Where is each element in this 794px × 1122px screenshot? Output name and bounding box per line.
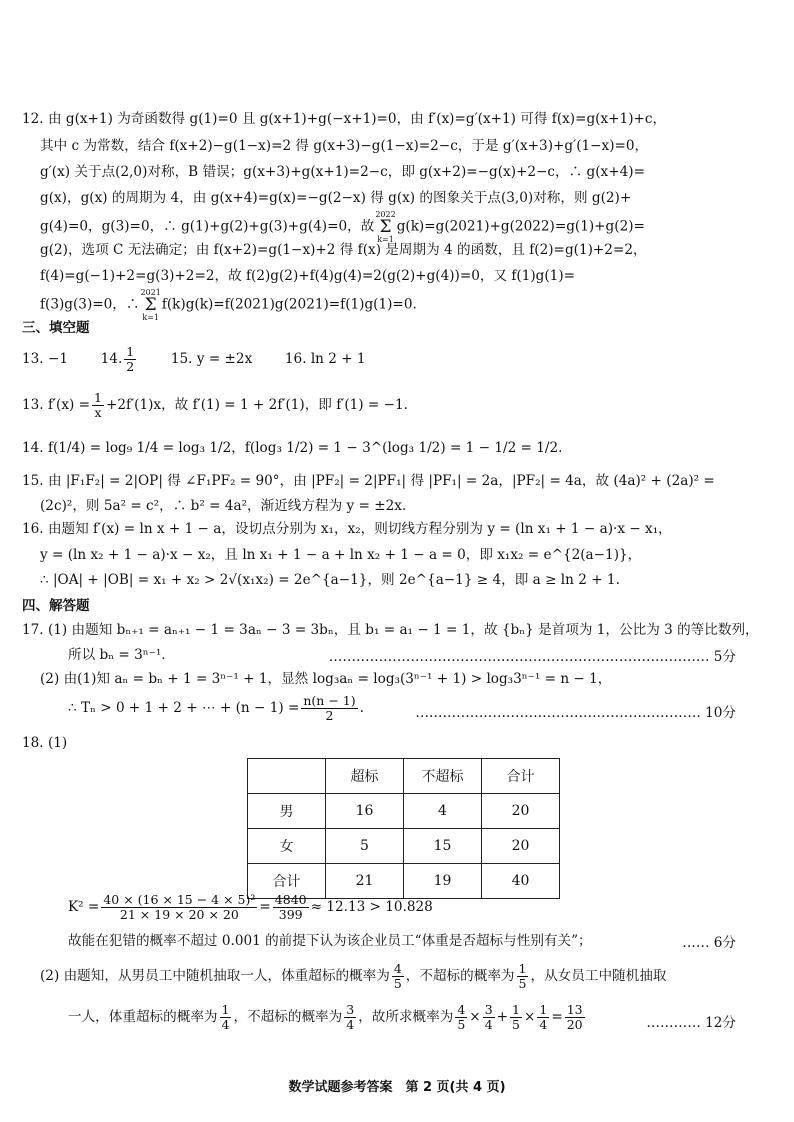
q12-line-5 — [40, 210, 754, 244]
fraction-4-5: $\frac{4}{5}$ — [393, 961, 402, 991]
solution-16-line-2: y = (ln x₂ + 1 − a)·x − x₂，且 ln x₁ + 1 − a + ln x₂ + 1 − a = 0，即 x₁x₂ = e^{2(a−1)}， — [40, 547, 642, 563]
solution-17-line-3: (2) 由(1)知 aₙ = bₙ + 1 = 3ⁿ⁻¹ + 1，显然 log₃aₙ = log₃(3ⁿ⁻¹ + 1) > log₃3ⁿ⁻¹ = n − 1， — [40, 671, 612, 687]
table-cell: 15 — [404, 829, 482, 864]
q12-line-2: 其中 c 为常数，结合 f(x+2)−g(1−x)=2 得 g(x+3)−g(1−x)=2−c，于是 g′(x+3)+g′(1−x)=0， — [40, 138, 649, 154]
table-cell: 合计 — [248, 864, 326, 899]
k2-equals: = — [259, 899, 271, 915]
table-cell — [248, 759, 326, 794]
k2-fraction-2: $\frac{4840}{399}$ — [274, 892, 307, 922]
solution-18-part2-line-2 — [68, 1003, 694, 1032]
solution-13-fraction: $\frac{1}{x}$ — [94, 390, 102, 420]
answer-15: 15. y = ±2x — [170, 351, 253, 367]
table-cell: 5 — [326, 829, 404, 864]
table-row — [248, 794, 560, 829]
table-cell: 合计 — [482, 759, 560, 794]
table-cell: 不超标 — [404, 759, 482, 794]
fraction-3-4-b: $\frac{3}{4}$ — [484, 1002, 493, 1032]
p2-text-1c: ，从女员工中随机抽取 — [530, 968, 667, 984]
solution-17-line-1: 17. (1) 由题知 bₙ₊₁ = aₙ₊₁ − 1 = 3aₙ − 3 = 3bₙ，且 b₁ = a₁ − 1 = 1，故 {bₙ} 是首项为 1，公比为 3 的等比数列， — [22, 622, 759, 638]
solution-13-text-b: +2f′(1)x，故 f′(1) = 1 + 2f′(1)，即 f′(1) = −1. — [106, 397, 408, 413]
equals-sign: = — [551, 1009, 563, 1025]
p2-text-2b: ，不超标的概率为 — [233, 1009, 343, 1025]
table-cell: 40 — [482, 864, 560, 899]
q12-line-7: f(4)=g(−1)+2=g(3)+2=2，故 f(2)g(2)+f(4)g(4)=2(g(2)+g(4))=0，又 f(1)g(1)= — [40, 268, 576, 284]
answer-14-label: 14. — [100, 351, 123, 367]
summation-symbol-1: 2022 Σ k=1 — [375, 210, 396, 244]
score-18-2: ………… 12分 — [646, 1015, 736, 1031]
table-cell: 16 — [326, 794, 404, 829]
k2-fraction-1: $\frac{\text{40 × (16 × 15 − 4 × 5)²}}{21 \times 19 \times 20 \times 20}$ — [103, 892, 256, 922]
solution-14: 14. f(1/4) = log₉ 1/4 = log₃ 1/2，f(log₃ 1/2) = 1 − 3^(log₃ 1/2) = 1 − 1/2 = 1/2. — [22, 440, 563, 456]
q12-line-1 — [22, 109, 754, 129]
solution-17-line-2: 所以 bₙ = 3ⁿ⁻¹. — [68, 647, 166, 663]
table-cell: 21 — [326, 864, 404, 899]
times-sign: × — [469, 1009, 481, 1025]
table-cell: 20 — [482, 794, 560, 829]
contingency-table — [247, 758, 560, 899]
table-cell: 男 — [248, 794, 326, 829]
q12-line-8 — [40, 288, 754, 322]
k2-lhs: K² = — [68, 899, 100, 915]
table-cell: 女 — [248, 829, 326, 864]
q12-text-5a: g(4)=0，g(3)=0，∴ g(1)+g(2)+g(3)+g(4)=0，故 — [40, 218, 375, 235]
fraction-1-4: $\frac{1}{4}$ — [221, 1002, 230, 1032]
q12-text-1: 由 g(x+1) 为奇函数得 g(1)=0 且 g(x+1)+g(−x+1)=0，由 f′(x)=g′(x+1) 可得 f(x)=g(x+1)+c， — [47, 111, 667, 127]
k2-result: ≈ 12.13 > 10.828 — [310, 899, 433, 915]
solution-17-line-4 — [68, 694, 464, 723]
q12-number: 12. — [22, 111, 44, 127]
score-17-1: ………………………………………………………………………… 5分 — [328, 649, 736, 665]
solution-17-fraction: $\frac{n(n - 1)}{2}$ — [303, 693, 356, 723]
answer-14-fraction: $\frac{1}{2}$ — [126, 344, 135, 374]
plus-sign: + — [496, 1009, 509, 1025]
answer-13: 13. −1 — [22, 351, 68, 367]
times-sign-2: × — [523, 1009, 536, 1025]
p2-text-1b: ，不超标的概率为 — [405, 968, 515, 984]
table-cell: 20 — [482, 829, 560, 864]
fraction-1-5-b: $\frac{1}{5}$ — [512, 1002, 520, 1032]
q12-text-5b: g(k)=g(2021)+g(2022)=g(1)+g(2)= — [396, 218, 645, 235]
table-cell: 19 — [404, 864, 482, 899]
solution-13 — [22, 391, 754, 420]
score-18-1: …… 6分 — [682, 935, 736, 951]
solution-18-head: 18. (1) — [22, 735, 68, 751]
solution-18-part2-line-1 — [40, 962, 754, 991]
fraction-3-4: $\frac{3}{4}$ — [346, 1002, 355, 1032]
fraction-1-4-b: $\frac{1}{4}$ — [539, 1002, 548, 1032]
solution-16-line-1: 16. 由题知 f′(x) = ln x + 1 − a，设切点分别为 x₁，x₂，则切线方程分别为 y = (ln x₁ + 1 − a)·x − x₁， — [22, 521, 672, 537]
solution-15-line-2: (2c)²，则 5a² = c²，∴ b² = 4a²，渐近线方程为 y = ±2x. — [40, 498, 407, 514]
solution-17-text-4b: . — [359, 700, 364, 716]
q12-line-4: g(x)，g(x) 的周期为 4，由 g(x+4)=g(x)=−g(2−x) 得 g(x) 的图象关于点(3,0)对称，则 g(2)+ — [40, 190, 632, 206]
p2-text-2a: 一人，体重超标的概率为 — [68, 1009, 218, 1025]
solution-17-text-4a: ∴ Tₙ > 0 + 1 + 2 + ⋯ + (n − 1) = — [68, 700, 300, 716]
fraction-13-20: $\frac{13}{20}$ — [566, 1002, 583, 1032]
solution-15-line-1: 15. 由 |F₁F₂| = 2|OP| 得 ∠F₁PF₂ = 90°，由 |PF₂| = 2|PF₁| 得 |PF₁| = 2a，|PF₂| = 4a，故 (4a)² + (2a)² = — [22, 473, 715, 489]
p2-text-1a: (2) 由题知，从男员工中随机抽取一人，体重超标的概率为 — [40, 968, 390, 984]
answer-16: 16. ln 2 + 1 — [284, 351, 366, 367]
table-row — [248, 829, 560, 864]
table-cell: 4 — [404, 794, 482, 829]
q12-line-3: g′(x) 关于点(2,0)对称，B 错误；g(x+3)+g(x+1)=2−c，即 g(x+2)=−g(x)+2−c，∴ g(x+4)= — [40, 164, 645, 180]
solution-16-line-3: ∴ |OA| + |OB| = x₁ + x₂ > 2√(x₁x₂) = 2e^{a−1}，则 2e^{a−1} ≥ 4，即 a ≥ ln 2 + 1. — [40, 572, 620, 588]
p2-text-2c: ，故所求概率为 — [358, 1009, 454, 1025]
k-squared-formula — [68, 893, 754, 922]
section-4-title: 四、解答题 — [22, 598, 90, 614]
table-cell: 超标 — [326, 759, 404, 794]
summation-symbol-2: 2021 Σ k=1 — [140, 288, 161, 322]
q12-line-6: g(2)，选项 C 无法确定；由 f(x+2)=g(1−x)+2 得 f(x) 是周期为 4 的函数，且 f(2)=g(1)+2=2， — [40, 242, 647, 258]
q12-text-8b: f(k)g(k)=f(2021)g(2021)=f(1)g(1)=0. — [161, 296, 417, 313]
solution-13-text-a: 13. f′(x) = — [22, 397, 91, 413]
table-header-row — [248, 759, 560, 794]
fill-answers-line — [22, 345, 754, 374]
page-footer: 数学试题参考答案 第 2 页(共 4 页) — [288, 1080, 506, 1095]
fraction-1-5: $\frac{1}{5}$ — [518, 961, 527, 991]
score-17-2: ……………………………………………………… 10分 — [415, 705, 736, 721]
section-3-title: 三、填空题 — [22, 320, 90, 336]
fraction-4-5-b: $\frac{4}{5}$ — [457, 1002, 466, 1032]
q12-text-8a: f(3)g(3)=0，∴ — [40, 296, 140, 313]
solution-18-conclusion: 故能在犯错的概率不超过 0.001 的前提下认为该企业员工“体重是否超标与性别有关”； — [68, 933, 592, 949]
